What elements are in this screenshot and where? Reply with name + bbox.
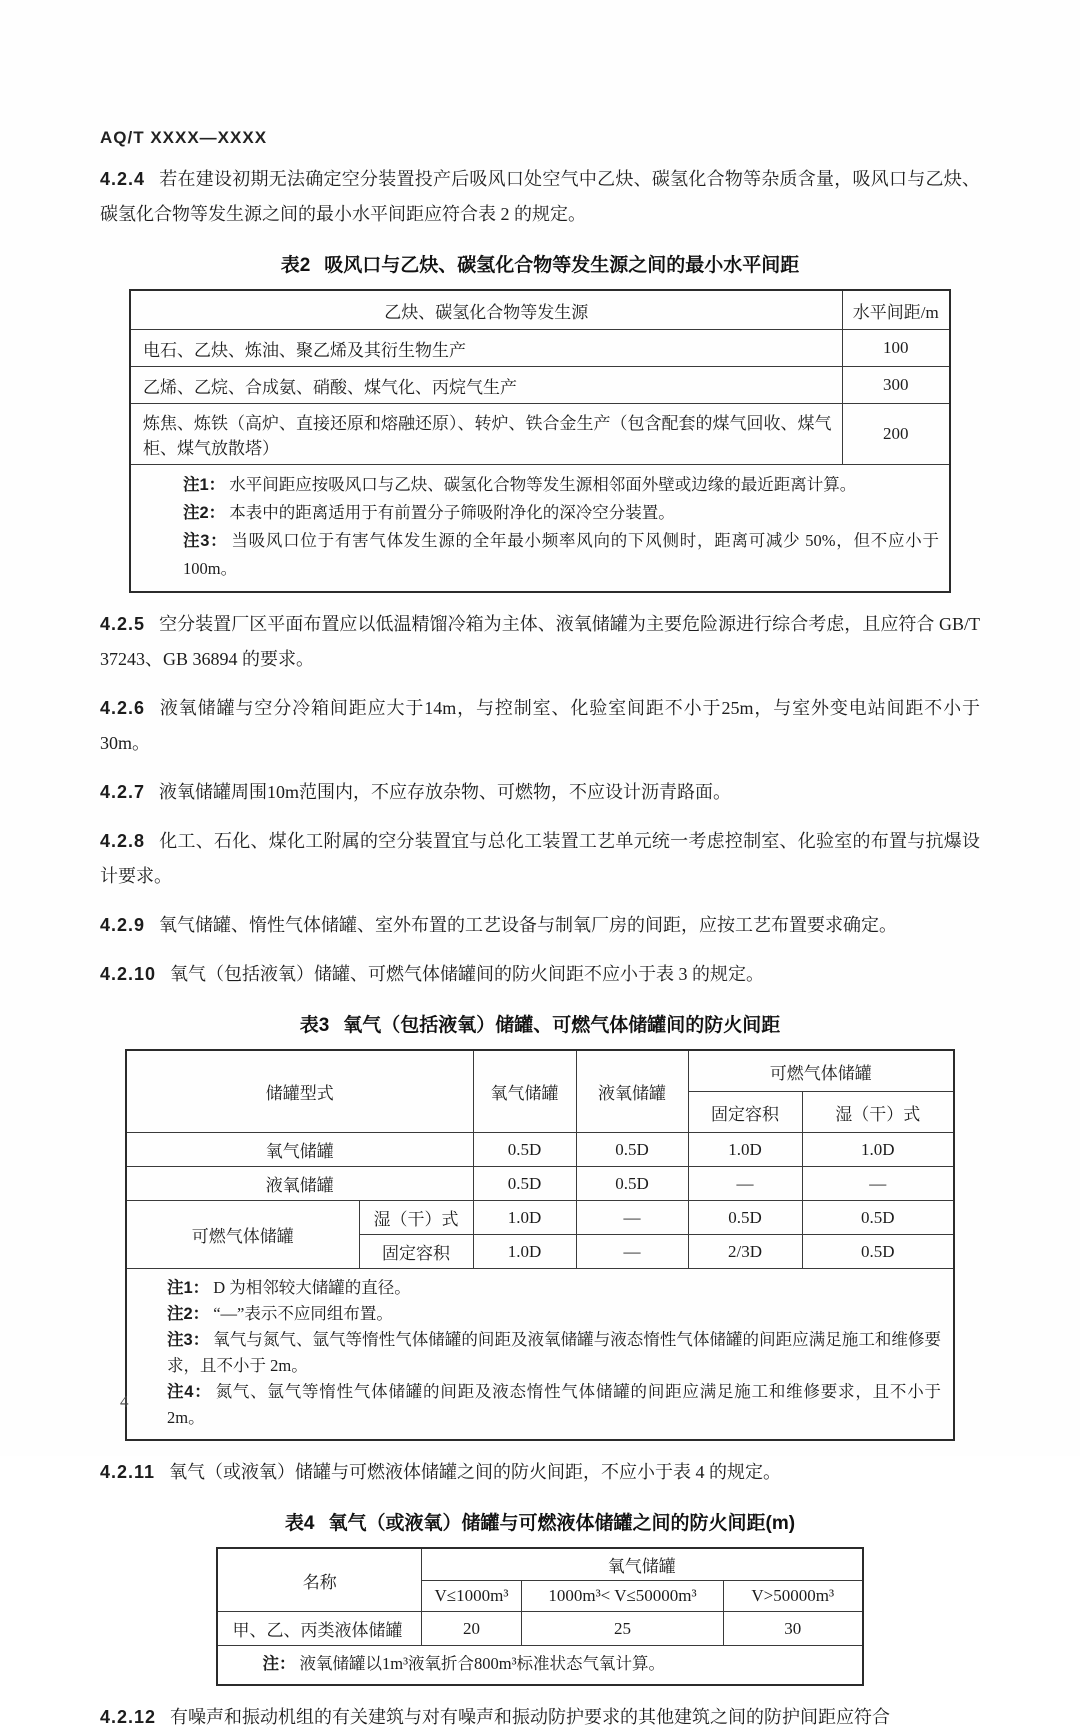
table3-caption-label: 表3 xyxy=(299,1015,330,1036)
table3-notes-cell xyxy=(126,1269,954,1441)
note-text: 氮气、氩气等惰性气体储罐的间距及液态惰性气体储罐的间距应满足施工和维修要求，且不小于 2m。 xyxy=(167,1382,942,1427)
table2-caption xyxy=(100,250,980,277)
note-label: 注3： xyxy=(167,1331,210,1349)
note-text: D 为相邻较大储罐的直径。 xyxy=(213,1278,411,1297)
section-4-2-11 xyxy=(100,1455,980,1490)
section-4-2-12 xyxy=(100,1700,980,1735)
table4-header-v2: 1000m³< V≤50000m³ xyxy=(521,1581,723,1612)
note-text: 水平间距应按吸风口与乙炔、碳氢化合物等发生源相邻面外壁或边缘的最近距离计算。 xyxy=(229,475,857,494)
table2-header-row xyxy=(130,290,950,330)
table3-row-label: 氧气储罐 xyxy=(126,1133,473,1167)
table3-header-fixed-volume: 固定容积 xyxy=(688,1092,802,1133)
table2-header-distance: 水平间距/m xyxy=(842,290,950,330)
section-text: 氧气储罐、惰性气体储罐、室外布置的工艺设备与制氧厂房的间距，应按工艺布置要求确定。 xyxy=(159,915,898,935)
note-text: “—”表示不应同组布置。 xyxy=(213,1304,393,1323)
table3-note-1 xyxy=(167,1275,941,1301)
table2-cell-distance: 300 xyxy=(842,367,950,404)
section-4-2-9 xyxy=(100,908,980,943)
note-text: 本表中的距离适用于有前置分子筛吸附净化的深冷空分装置。 xyxy=(229,503,675,522)
note-text: 当吸风口位于有害气体发生源的全年最小频率风向的下风侧时，距离可减少 50%，但不应小于 100m。 xyxy=(183,531,939,578)
table3-notes-row xyxy=(126,1269,954,1441)
table2-cell-source: 电石、乙炔、炼油、聚乙烯及其衍生物生产 xyxy=(130,330,842,367)
table3-cell: — xyxy=(688,1167,802,1201)
table4-caption xyxy=(100,1508,980,1535)
table-row xyxy=(130,404,950,465)
page-number: 4 xyxy=(120,1392,129,1411)
section-text: 氧气（或液氧）储罐与可燃液体储罐之间的防火间距，不应小于表 4 的规定。 xyxy=(169,1462,782,1482)
table2-note-3 xyxy=(183,527,939,583)
table3-group-label: 可燃气体储罐 xyxy=(126,1201,359,1269)
table3-cell: — xyxy=(576,1235,688,1269)
table4-header-v3: V>50000m³ xyxy=(723,1581,862,1612)
section-number: 4.2.9 xyxy=(100,915,146,935)
table4-header-row-1 xyxy=(217,1548,862,1581)
table3-row-label: 固定容积 xyxy=(359,1235,473,1269)
section-text: 液氧储罐与空分冷箱间距应大于14m，与控制室、化验室间距不小于25m，与室外变电站间距不小于30m。 xyxy=(100,698,980,753)
table4 xyxy=(216,1547,863,1686)
table3-row-label: 液氧储罐 xyxy=(126,1167,473,1201)
note-label: 注： xyxy=(262,1655,296,1673)
table3-cell: 0.5D xyxy=(802,1235,954,1269)
table3-cell: 1.0D xyxy=(473,1235,576,1269)
section-number: 4.2.10 xyxy=(100,964,157,984)
table3-note-4 xyxy=(167,1379,941,1431)
table3-header-liquid-oxygen: 液氧储罐 xyxy=(576,1050,688,1133)
note-label: 注3： xyxy=(183,532,228,550)
table2-notes-cell xyxy=(130,465,950,593)
table2-notes-row xyxy=(130,465,950,593)
table4-caption-label: 表4 xyxy=(284,1513,315,1534)
section-4-2-10 xyxy=(100,957,980,992)
section-text: 液氧储罐周围10m范围内，不应存放杂物、可燃物，不应设计沥青路面。 xyxy=(159,782,732,802)
table3-caption xyxy=(100,1010,980,1037)
table4-note xyxy=(262,1650,851,1678)
table4-cell: 25 xyxy=(521,1612,723,1646)
table3-header-oxygen: 氧气储罐 xyxy=(473,1050,576,1133)
section-4-2-4 xyxy=(100,162,980,232)
table3-row-label: 湿（干）式 xyxy=(359,1201,473,1235)
table3-cell: 1.0D xyxy=(473,1201,576,1235)
table2-note-1 xyxy=(183,471,939,499)
table2-cell-source: 乙烯、乙烷、合成氨、硝酸、煤气化、丙烷气生产 xyxy=(130,367,842,404)
table3-cell: 1.0D xyxy=(688,1133,802,1167)
table3-note-2 xyxy=(167,1301,941,1327)
table2-note-2 xyxy=(183,499,939,527)
table3-cell: 0.5D xyxy=(802,1201,954,1235)
section-text: 有噪声和振动机组的有关建筑与对有噪声和振动防护要求的其他建筑之间的防护间距应符合 xyxy=(170,1707,891,1727)
section-text: 氧气（包括液氧）储罐、可燃气体储罐间的防火间距不应小于表 3 的规定。 xyxy=(170,964,765,984)
table4-cell: 20 xyxy=(421,1612,521,1646)
note-text: 氧气与氮气、氩气等惰性气体储罐的间距及液氧储罐与液态惰性气体储罐的间距应满足施工和维修要求，且不小于 2m。 xyxy=(167,1330,941,1375)
table2-cell-distance: 100 xyxy=(842,330,950,367)
section-text: 空分装置厂区平面布置应以低温精馏冷箱为主体、液氧储罐为主要危险源进行综合考虑，且应符合 GB/T 37243、GB 36894 的要求。 xyxy=(100,614,980,669)
document-header: AQ/T XXXX—XXXX xyxy=(100,128,268,147)
table2-cell-distance: 200 xyxy=(842,404,950,465)
table3-note-3 xyxy=(167,1327,941,1379)
table2-caption-text: 吸风口与乙炔、碳氢化合物等发生源之间的最小水平间距 xyxy=(324,255,800,276)
section-number: 4.2.5 xyxy=(100,614,146,634)
section-number: 4.2.8 xyxy=(100,831,146,851)
table4-notes-cell xyxy=(217,1646,862,1686)
table4-header-oxygen-tank: 氧气储罐 xyxy=(421,1548,862,1581)
table3-header-wet-dry: 湿（干）式 xyxy=(802,1092,954,1133)
note-label: 注4： xyxy=(167,1383,212,1401)
table3-caption-text: 氧气（包括液氧）储罐、可燃气体储罐间的防火间距 xyxy=(343,1015,781,1036)
table3-cell: 0.5D xyxy=(576,1167,688,1201)
table4-caption-text: 氧气（或液氧）储罐与可燃液体储罐之间的防火间距(m) xyxy=(328,1513,796,1534)
table3-cell: 2/3D xyxy=(688,1235,802,1269)
table2-caption-label: 表2 xyxy=(280,255,311,276)
table4-header-name: 名称 xyxy=(217,1548,421,1612)
note-label: 注1： xyxy=(167,1279,210,1297)
section-text: 化工、石化、煤化工附属的空分装置宜与总化工装置工艺单元统一考虑控制室、化验室的布置与抗爆设计要求。 xyxy=(100,831,980,886)
table3-header-row-1 xyxy=(126,1050,954,1092)
table3-cell: 0.5D xyxy=(688,1201,802,1235)
table2 xyxy=(129,289,951,593)
table3-cell: 0.5D xyxy=(576,1133,688,1167)
table2-header-source: 乙炔、碳氢化合物等发生源 xyxy=(130,290,842,330)
section-4-2-7 xyxy=(100,775,980,810)
table3-cell: 1.0D xyxy=(802,1133,954,1167)
table-row xyxy=(126,1201,954,1235)
table-row xyxy=(217,1612,862,1646)
section-number: 4.2.6 xyxy=(100,698,146,718)
table3-cell: — xyxy=(576,1201,688,1235)
table3-cell: 0.5D xyxy=(473,1133,576,1167)
table4-cell: 30 xyxy=(723,1612,862,1646)
section-number: 4.2.4 xyxy=(100,169,146,189)
section-number: 4.2.11 xyxy=(100,1462,156,1482)
table-row xyxy=(130,367,950,404)
table-row xyxy=(126,1167,954,1201)
table2-cell-source: 炼焦、炼铁（高炉、直接还原和熔融还原）、转炉、铁合金生产（包含配套的煤气回收、煤气柜、煤气放散塔） xyxy=(130,404,842,465)
section-text: 若在建设初期无法确定空分装置投产后吸风口处空气中乙炔、碳氢化合物等杂质含量，吸风口与乙炔、碳氢化合物等发生源之间的最小水平间距应符合表 2 的规定。 xyxy=(100,169,980,224)
note-label: 注2： xyxy=(167,1305,210,1323)
table3 xyxy=(125,1049,955,1441)
table3-cell: 0.5D xyxy=(473,1167,576,1201)
table3-cell: — xyxy=(802,1167,954,1201)
section-number: 4.2.12 xyxy=(100,1707,157,1727)
table4-row-name: 甲、乙、丙类液体储罐 xyxy=(217,1612,421,1646)
table4-notes-row xyxy=(217,1646,862,1686)
section-4-2-8 xyxy=(100,824,980,894)
note-text: 液氧储罐以1m³液氧折合800m³标准状态气氧计算。 xyxy=(299,1654,666,1673)
section-4-2-6 xyxy=(100,691,980,761)
note-label: 注1： xyxy=(183,476,226,494)
table3-header-tank-type: 储罐型式 xyxy=(126,1050,473,1133)
section-number: 4.2.7 xyxy=(100,782,146,802)
table-row xyxy=(130,330,950,367)
table4-header-v1: V≤1000m³ xyxy=(421,1581,521,1612)
note-label: 注2： xyxy=(183,504,226,522)
table-row xyxy=(126,1133,954,1167)
table3-header-combustible: 可燃气体储罐 xyxy=(688,1050,954,1092)
section-4-2-5 xyxy=(100,607,980,677)
